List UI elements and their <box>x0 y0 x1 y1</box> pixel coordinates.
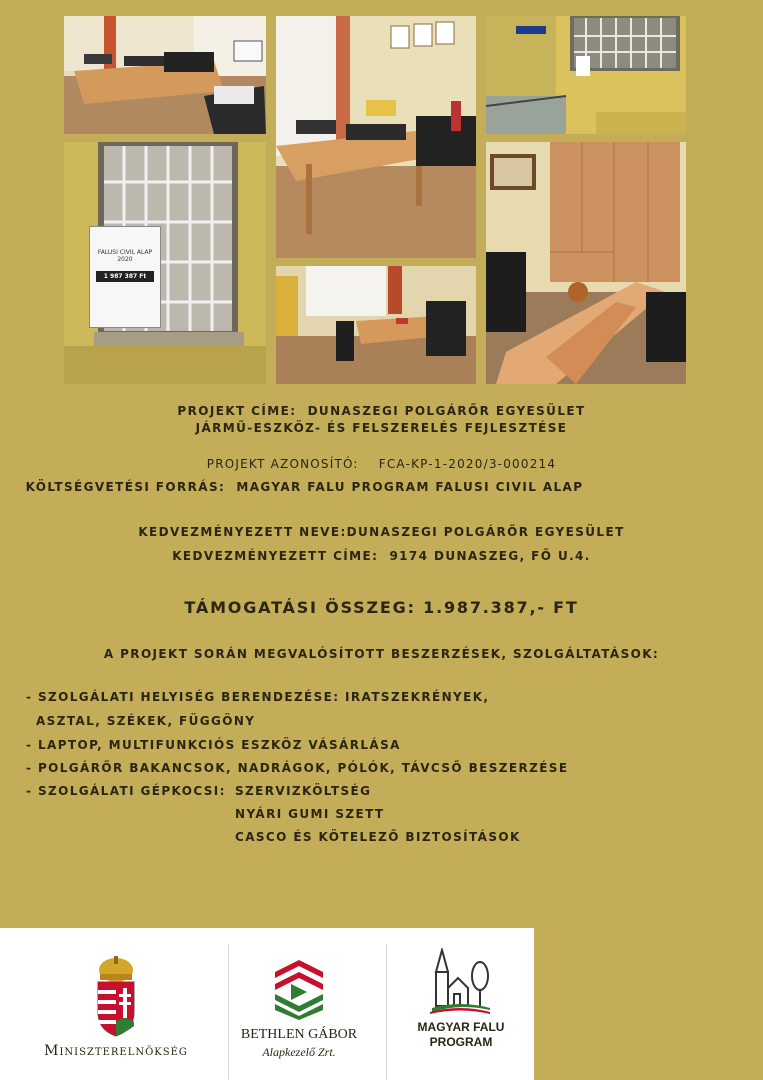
photo-office-tables <box>64 16 266 134</box>
project-title-value: DUNASZEGI POLGÁRŐR EGYESÜLET <box>307 404 586 418</box>
project-title-label: PROJEKT CÍME: <box>177 404 297 418</box>
project-id-value: FCA-KP-1-2020/3-000214 <box>378 457 557 471</box>
footer-logos <box>0 928 534 1080</box>
sign-line1: FALUSI CIVIL ALAP <box>97 249 153 256</box>
divider <box>386 944 387 1080</box>
photo-building-exterior <box>486 16 686 134</box>
beneficiary-name-value: DUNASZEGI POLGÁRŐR EGYESÜLET <box>346 525 625 539</box>
bethlen-gabor-logo-icon <box>273 958 325 1020</box>
hungarian-coat-of-arms-icon <box>92 956 140 1038</box>
list-item: CASCO ÉS KÖTELEZŐ BIZTOSÍTÁSOK <box>235 830 521 844</box>
photo-cabinets <box>486 142 686 384</box>
support-amount-row <box>0 598 763 617</box>
budget-source-row <box>0 480 686 494</box>
purchases-heading: A PROJEKT SORÁN MEGVALÓSÍTOTT BESZERZÉSEK, SZOLGÁLTATÁSOK: <box>103 647 660 661</box>
sign-board <box>89 226 161 328</box>
sign-amount: 1 987 387 Ft <box>96 271 154 282</box>
divider <box>228 944 229 1080</box>
beneficiary-address-row <box>0 549 763 563</box>
project-title-line1 <box>0 404 763 418</box>
support-label: TÁMOGATÁSI ÖSSZEG: <box>184 598 416 617</box>
project-id-label: PROJEKT AZONOSÍTÓ: <box>206 457 359 471</box>
magyar-falu-program-logo-icon <box>428 948 492 1014</box>
beneficiary-address-value: 9174 DUNASZEG, FŐ U.4. <box>389 549 591 563</box>
beneficiary-name-label: KEDVEZMÉNYEZETT NEVE: <box>138 525 347 539</box>
list-item: - POLGÁRŐR BAKANCSOK, NADRÁGOK, PÓLÓK, TÁVCSŐ BESZERZÉSE <box>26 761 569 775</box>
sign-line2: 2020 <box>117 256 133 263</box>
list-item: SZERVIZKÖLTSÉG <box>235 784 372 798</box>
list-item: NYÁRI GUMI SZETT <box>235 807 385 821</box>
bethlen-name: BETHLEN GÁBOR <box>240 1027 358 1042</box>
bethlen-sub: Alapkezelő Zrt. <box>262 1045 336 1059</box>
list-item: ASZTAL, SZÉKEK, FÜGGÖNY <box>36 714 256 728</box>
photo-office-room <box>276 16 476 258</box>
support-amount: 1.987.387,- FT <box>423 598 579 617</box>
budget-source-label: KÖLTSÉGVETÉSI FORRÁS: <box>25 480 226 494</box>
beneficiary-address-label: KEDVEZMÉNYEZETT CÍME: <box>172 549 379 563</box>
beneficiary-name-row <box>0 525 763 539</box>
list-item: - SZOLGÁLATI GÉPKOCSI: <box>26 784 226 798</box>
list-item: - SZOLGÁLATI HELYISÉG BERENDEZÉSE: IRATSZEKRÉNYEK, <box>26 690 490 704</box>
project-id-row <box>0 457 763 471</box>
budget-source-value: MAGYAR FALU PROGRAM FALUSI CIVIL ALAP <box>236 480 584 494</box>
ministry-label: Miniszterelnökség <box>44 1043 188 1059</box>
list-item: - LAPTOP, MULTIFUNKCIÓS ESZKÖZ VÁSÁRLÁSA <box>26 738 401 752</box>
mfp-line2: PROGRAM <box>429 1035 493 1049</box>
mfp-line1: MAGYAR FALU <box>417 1020 505 1034</box>
project-title-line2: JÁRMŰ-ESZKÖZ- ÉS FELSZERELÉS FEJLESZTÉSE <box>195 421 568 435</box>
photo-meeting-room <box>276 266 476 384</box>
